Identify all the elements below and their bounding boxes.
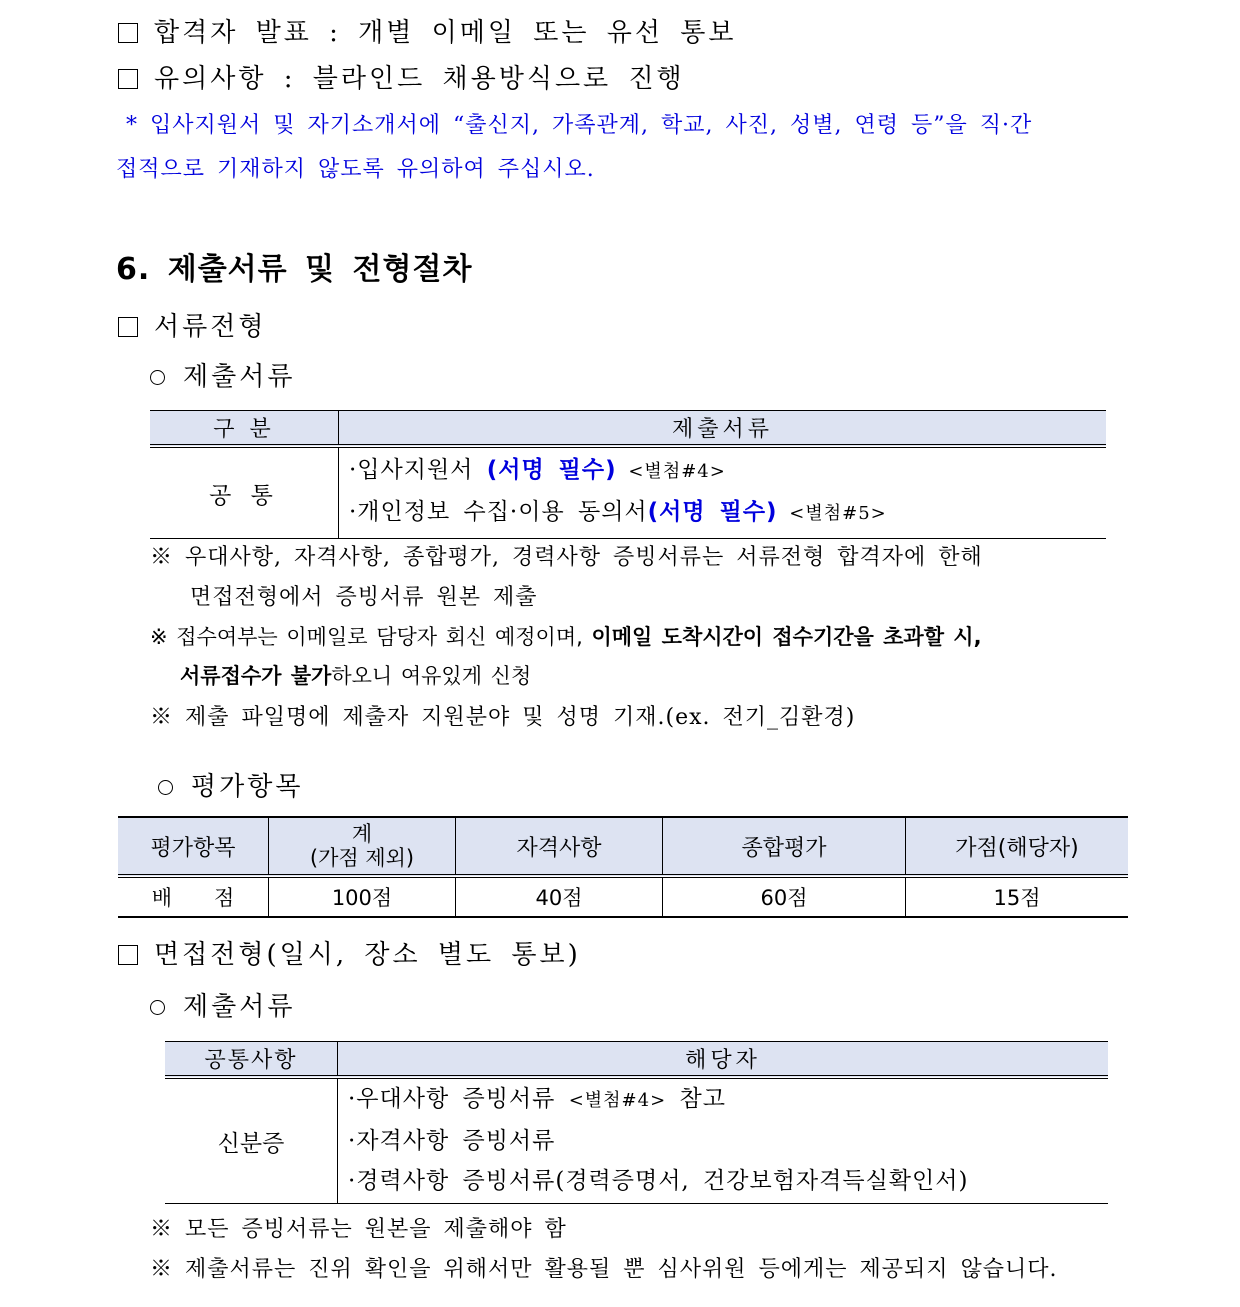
interview-item-1-ref: <별첨#4> <box>568 1090 667 1111</box>
eval-header-bonus: 가점(해당자) <box>906 817 1129 876</box>
doc-note-2-tail: 하오니 여유있게 신청 <box>331 664 532 688</box>
interview-item-1 <box>338 1079 1108 1121</box>
doc-item-2-text: ·개인정보 수집·이용 동의서 <box>349 499 648 525</box>
doc-table-items <box>339 446 1107 539</box>
interview-subheading <box>150 986 295 1023</box>
announce-line-2-text: 유의사항 : 블라인드 채용방식으로 진행 <box>154 64 685 94</box>
checkbox-square-icon <box>118 317 138 337</box>
doc-table-row-label: 공 통 <box>150 446 339 539</box>
doc-item-1 <box>339 450 1106 492</box>
doc-note-2-line-2 <box>180 660 531 690</box>
doc-item-2 <box>339 492 1106 534</box>
checkbox-square-icon <box>118 945 138 965</box>
doc-screening-subheading-text: 제출서류 <box>183 362 296 392</box>
interview-table-row-label: 신분증 <box>165 1077 338 1204</box>
section-title <box>116 244 472 288</box>
eval-header-item: 평가항목 <box>118 817 269 876</box>
doc-note-3: ※ 제출 파일명에 제출자 지원분야 및 성명 기재.(ex. 전기_김환경) <box>150 705 856 730</box>
blind-notice-line-1: * 입사지원서 및 자기소개서에 “출신지, 가족관계, 학교, 사진, 성별, 연령 등”을 직·간 <box>126 113 1033 138</box>
circle-bullet-icon <box>150 370 165 385</box>
doc-item-2-emphasis: (서명 필수) <box>647 499 778 525</box>
eval-header-overall: 종합평가 <box>663 817 906 876</box>
doc-note-2-bold-2: 서류접수가 불가 <box>180 664 332 688</box>
doc-screening-subheading <box>150 356 295 393</box>
announce-line-1-text: 합격자 발표 : 개별 이메일 또는 유선 통보 <box>154 18 737 48</box>
doc-item-1-emphasis: (서명 필수) <box>486 457 617 483</box>
eval-header-total-main: 계 <box>351 822 373 846</box>
doc-table-col2-header: 제출서류 <box>339 411 1107 447</box>
eval-header-total <box>269 817 456 876</box>
doc-item-2-ref: <별첨#5> <box>777 503 887 524</box>
doc-note-1-line-2: 면접전형에서 증빙서류 원본 제출 <box>190 585 538 610</box>
interview-subheading-text: 제출서류 <box>183 992 296 1022</box>
circle-bullet-icon <box>158 780 173 795</box>
doc-note-2-text: ※ 접수여부는 이메일로 담당자 회신 예정이며, <box>150 625 592 649</box>
doc-note-2-bold: 이메일 도착시간이 접수기간을 초과할 시, <box>591 625 982 649</box>
blind-notice-line-2: 접적으로 기재하지 않도록 유의하여 주십시오. <box>116 157 595 182</box>
eval-overall-score: 60점 <box>663 876 906 917</box>
doc-item-1-ref: <별첨#4> <box>616 461 726 482</box>
evaluation-table <box>118 816 1128 918</box>
evaluation-heading-text: 평가항목 <box>191 772 304 802</box>
doc-screening-heading <box>118 306 266 343</box>
eval-header-qualification: 자격사항 <box>456 817 663 876</box>
doc-screening-heading-text: 서류전형 <box>154 312 267 342</box>
interview-item-1-tail: 참고 <box>666 1086 726 1112</box>
doc-table-col1-header: 구 분 <box>150 411 339 447</box>
doc-screening-table <box>150 410 1106 539</box>
section-title-text: 6. 제출서류 및 전형절차 <box>116 252 473 287</box>
interview-item-1-text: ·우대사항 증빙서류 <box>348 1086 569 1112</box>
interview-heading-text: 면접전형(일시, 장소 별도 통보) <box>154 940 581 970</box>
circle-bullet-icon <box>150 1000 165 1015</box>
eval-total-score: 100점 <box>269 876 456 917</box>
interview-heading <box>118 934 581 971</box>
checkbox-square-icon <box>118 23 138 43</box>
interview-table-col2-header: 해당자 <box>338 1042 1109 1078</box>
interview-table-items <box>338 1077 1109 1204</box>
eval-bonus-score: 15점 <box>906 876 1129 917</box>
announce-line-1 <box>118 12 736 49</box>
interview-item-2: ·자격사항 증빙서류 <box>348 1128 556 1154</box>
interview-item-3: ·경력사항 증빙서류(경력증명서, 건강보험자격득실확인서) <box>348 1168 969 1194</box>
interview-table-col1-header: 공통사항 <box>165 1042 338 1078</box>
eval-qualification-score: 40점 <box>456 876 663 917</box>
interview-table <box>165 1041 1108 1204</box>
interview-note-2: ※ 제출서류는 진위 확인을 위해서만 활용될 뿐 심사위원 등에게는 제공되지 않습니다. <box>150 1257 1058 1282</box>
evaluation-heading <box>158 766 303 803</box>
eval-header-total-sub: (가점 제외) <box>309 846 415 870</box>
eval-row-label: 배 점 <box>118 876 269 917</box>
interview-note-1: ※ 모든 증빙서류는 원본을 제출해야 함 <box>150 1217 567 1242</box>
announce-line-2 <box>118 58 685 95</box>
doc-note-2-line-1 <box>150 621 982 651</box>
doc-note-1-line-1: ※ 우대사항, 자격사항, 종합평가, 경력사항 증빙서류는 서류전형 합격자에 한해 <box>150 545 983 570</box>
doc-item-1-text: ·입사지원서 <box>349 457 487 483</box>
checkbox-square-icon <box>118 69 138 89</box>
